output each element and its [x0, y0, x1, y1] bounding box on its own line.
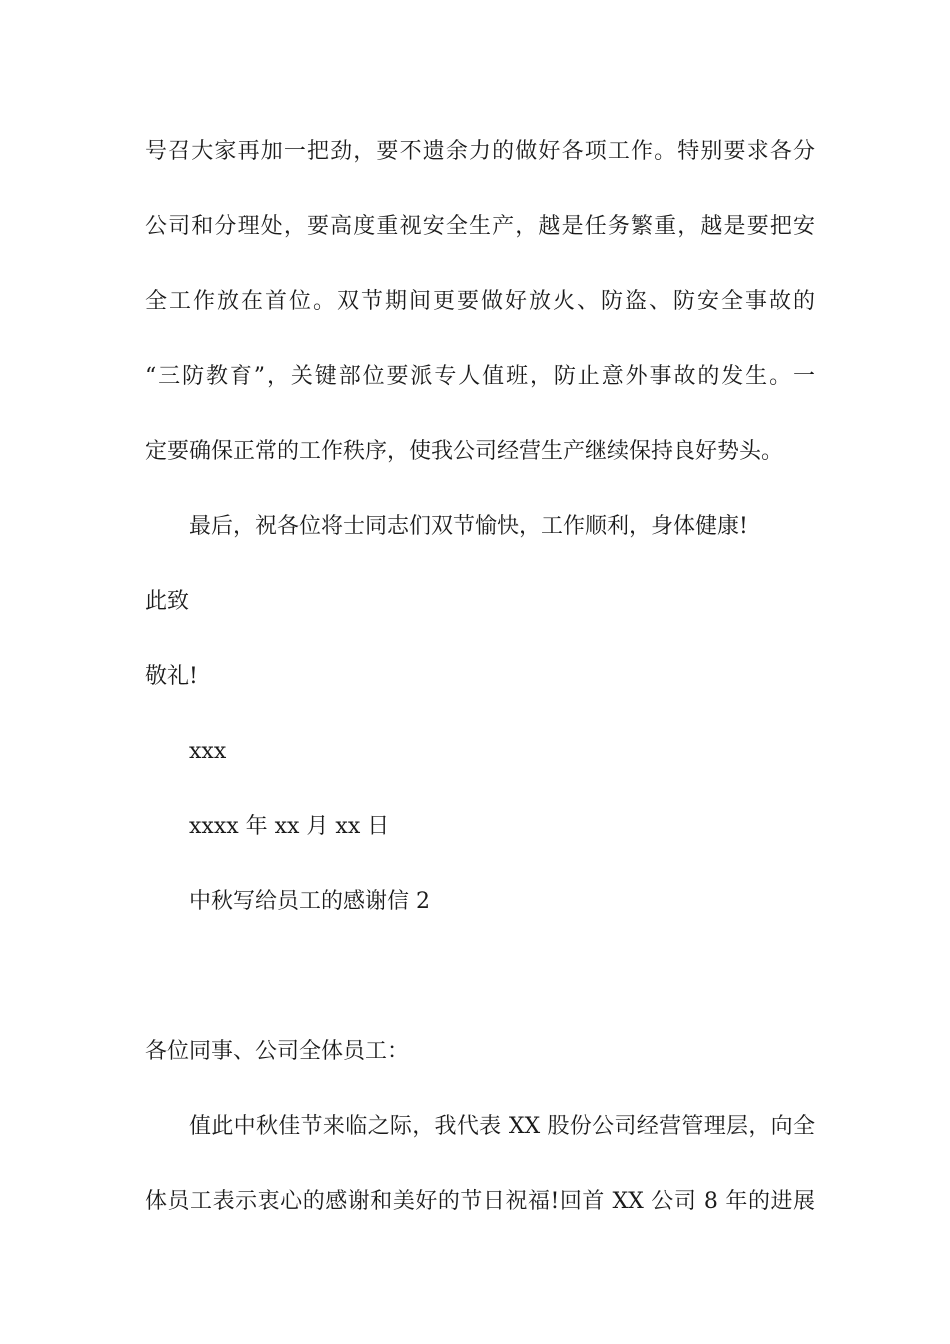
- paragraph-line: “三防教育”，关键部位要派专人值班，防止意外事故的发生。一: [145, 364, 815, 389]
- closing-wishes: 最后，祝各位将士同志们双节愉快，工作顺利，身体健康!: [189, 514, 748, 539]
- salutation-jingli: 敬礼!: [145, 664, 198, 689]
- paragraph-line: 号召大家再加一把劲，要不遗余力的做好各项工作。特别要求各分: [145, 139, 815, 164]
- section-title: 中秋写给员工的感谢信 2: [189, 889, 430, 914]
- paragraph-line: 值此中秋佳节来临之际，我代表 XX 股份公司经营管理层，向全: [189, 1114, 815, 1139]
- paragraph-line: 体员工表示衷心的感谢和美好的节日祝福!回首 XX 公司 8 年的进展: [145, 1189, 815, 1214]
- signature: xxx: [189, 739, 227, 764]
- paragraph-line: 公司和分理处，要高度重视安全生产，越是任务繁重，越是要把安: [145, 214, 815, 239]
- paragraph-line: 定要确保正常的工作秩序，使我公司经营生产继续保持良好势头。: [145, 439, 784, 464]
- greeting: 各位同事、公司全体员工：: [145, 1039, 410, 1064]
- salutation-cizhi: 此致: [145, 589, 190, 614]
- paragraph-line: 全工作放在首位。双节期间更要做好放火、防盗、防安全事故的: [145, 289, 815, 314]
- date-line: xxxx 年 xx 月 xx 日: [189, 814, 390, 839]
